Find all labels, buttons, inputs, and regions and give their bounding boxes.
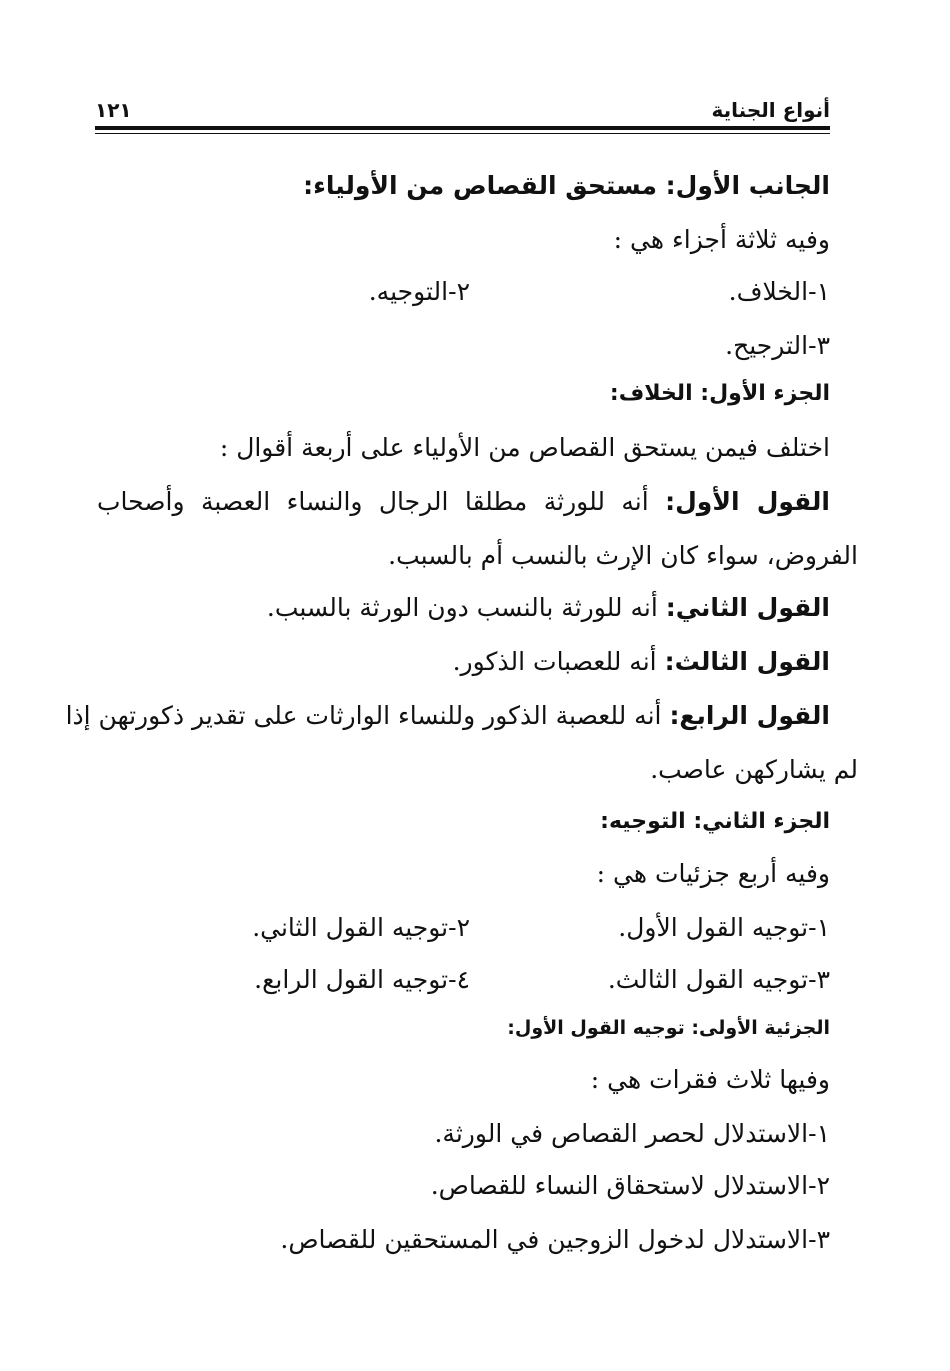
list-item-subpart-4: ٤-توجيه القول الرابع. [254,965,470,994]
opinion-3-text: أنه للعصبات الذكور. [452,647,657,676]
list-item-paragraph-2: ٢-الاستدلال لاستحقاق النساء للقصاص. [430,1171,830,1200]
list-item-subpart-3: ٣-توجيه القول الثالث. [607,965,830,994]
parts-intro: وفيه ثلاثة أجزاء هي : [613,225,830,254]
page-number: ١٢١ [95,98,132,122]
subpart1-heading: الجزئية الأولى: توجيه القول الأول: [507,1017,830,1039]
list-item-paragraph-3: ٣-الاستدلال لدخول الزوجين في المستحقين للقصاص. [280,1225,830,1254]
opinion-4-line-2: لم يشاركهن عاصب. [650,755,858,784]
opinion-1-label: القول الأول: [665,487,831,516]
opinion-3-label: القول الثالث: [664,647,830,676]
list-item-paragraph-1: ١-الاستدلال لحصر القصاص في الورثة. [434,1119,830,1148]
header-rule-thick [95,126,830,130]
page-header [95,92,830,122]
disagreement-intro: اختلف فيمن يستحق القصاص من الأولياء على أربعة أقوال : [219,433,830,462]
list-item-part-3: ٣-الترجيح. [725,331,830,360]
running-title: أنواع الجناية [711,98,830,122]
opinion-4-line-1 [65,696,830,736]
opinion-1-line-1 [97,482,830,522]
opinion-2-text: أنه للورثة بالنسب دون الورثة بالسبب. [266,593,658,622]
list-item-part-1: ١-الخلاف. [728,277,830,306]
opinion-2-label: القول الثاني: [665,593,830,622]
opinion-1-text: أنه للورثة مطلقا الرجال والنساء العصبة وأصحاب [97,487,649,516]
opinion-4-text: أنه للعصبة الذكور وللنساء الوارثات على تقدير ذكورتهن إذا [65,701,662,730]
list-item-part-2: ٢-التوجيه. [368,277,470,306]
part1-heading: الجزء الأول: الخلاف: [609,381,830,406]
opinion-1-line-2: الفروض، سواء كان الإرث بالنسب أم بالسبب. [388,541,858,570]
list-item-subpart-1: ١-توجيه القول الأول. [618,913,830,942]
part2-heading: الجزء الثاني: التوجيه: [600,809,830,834]
header-rule-thin [95,133,830,134]
paragraphs-intro: وفيها ثلاث فقرات هي : [590,1065,830,1094]
opinion-4-label: القول الرابع: [669,701,830,730]
list-item-subpart-2: ٢-توجيه القول الثاني. [252,913,470,942]
opinion-2 [267,588,830,628]
subparts-intro: وفيه أربع جزئيات هي : [596,859,830,888]
opinion-3 [453,642,830,682]
section-heading: الجانب الأول: مستحق القصاص من الأولياء: [303,171,830,200]
